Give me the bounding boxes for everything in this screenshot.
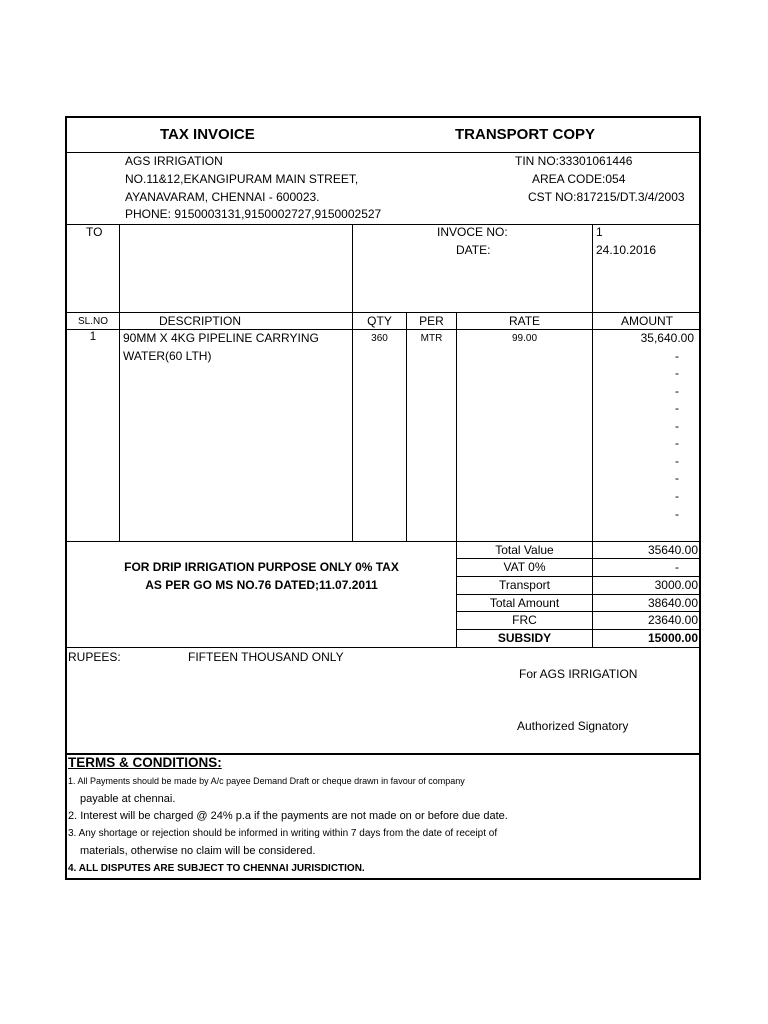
empty-amount-dash: - <box>675 349 679 363</box>
date-value: 24.10.2016 <box>596 243 657 257</box>
rupees-label: RUPEES: <box>68 650 121 664</box>
company-address-line2: AYANAVARAM, CHENNAI - 600023. <box>125 190 320 204</box>
to-label: TO <box>86 225 103 239</box>
invoice-no-value: 1 <box>596 225 603 239</box>
terms-item-4: 4. ALL DISPUTES ARE SUBJECT TO CHENNAI JURISDICTION. <box>68 863 365 874</box>
total-amount-value: 38640.00 <box>647 596 698 610</box>
empty-amount-dash: - <box>675 471 679 485</box>
header-qty: QTY <box>367 314 392 328</box>
empty-amount-dash: - <box>675 401 679 415</box>
company-address-line1: NO.11&12,EKANGIPURAM MAIN STREET, <box>125 172 359 186</box>
empty-amount-dash: - <box>675 454 679 468</box>
row-qty: 360 <box>371 333 388 344</box>
date-label: DATE: <box>456 243 491 257</box>
row-slno: 1 <box>89 331 97 343</box>
frc-label: FRC <box>512 613 537 627</box>
rupees-in-words: FIFTEEN THOUSAND ONLY <box>188 650 344 664</box>
terms-item-3-line1: 3. Any shortage or rejection should be informed in writing within 7 days from the date of receipt of <box>68 828 498 839</box>
terms-item-2: 2. Interest will be charged @ 24% p.a if the payments are not made on or before due date. <box>68 810 508 822</box>
authorized-signatory-label: Authorized Signatory <box>517 719 629 733</box>
transport-amount: 3000.00 <box>654 578 698 592</box>
header-slno: SL.NO <box>77 316 108 327</box>
for-company-label: For AGS IRRIGATION <box>519 667 638 681</box>
vat-label: VAT 0% <box>503 560 546 574</box>
terms-item-3-line2: materials, otherwise no claim will be considered. <box>80 845 316 857</box>
company-phone: PHONE: 9150003131,9150002727,9150002527 <box>125 207 382 221</box>
empty-amount-dash: - <box>675 507 679 521</box>
row-description-line2: WATER(60 LTH) <box>123 349 212 363</box>
empty-amount-dash: - <box>675 366 679 380</box>
transport-label: Transport <box>499 578 550 592</box>
terms-item-1-line2: payable at chennai. <box>80 793 176 805</box>
empty-amount-dash: - <box>675 489 679 503</box>
tax-note-line1: FOR DRIP IRRIGATION PURPOSE ONLY 0% TAX <box>124 560 399 574</box>
terms-item-1-line1: 1. All Payments should be made by A/c payee Demand Draft or cheque drawn in favour of company <box>68 776 465 786</box>
empty-amount-dash: - <box>675 384 679 398</box>
row-rate: 99.00 <box>511 333 538 344</box>
total-value-label: Total Value <box>495 543 554 557</box>
transport-copy-title: TRANSPORT COPY <box>455 126 596 143</box>
tax-note-line2: AS PER GO MS NO.76 DATED;11.07.2011 <box>145 578 378 592</box>
row-amount: 35,640.00 <box>640 331 694 345</box>
row-description-line1: 90MM X 4KG PIPELINE CARRYING <box>123 331 319 345</box>
header-amount: AMOUNT <box>621 314 673 328</box>
invoice-no-label: INVOCE NO: <box>437 225 508 239</box>
vat-amount: - <box>675 560 679 574</box>
terms-title: TERMS & CONDITIONS: <box>68 755 222 770</box>
header-per: PER <box>419 314 444 328</box>
header-description: DESCRIPTION <box>158 314 241 328</box>
area-code: AREA CODE:054 <box>532 172 626 186</box>
empty-amount-dash: - <box>675 436 679 450</box>
cst-number: CST NO:817215/DT.3/4/2003 <box>528 190 685 204</box>
subsidy-amount: 15000.00 <box>647 631 698 645</box>
subsidy-label: SUBSIDY <box>497 631 552 645</box>
total-value-amount: 35640.00 <box>647 543 698 557</box>
company-name: AGS IRRIGATION <box>125 154 223 168</box>
empty-amount-dash: - <box>675 419 679 433</box>
tin-number: TIN NO:33301061446 <box>515 154 633 168</box>
header-rate: RATE <box>508 314 541 328</box>
row-per: MTR <box>420 333 443 344</box>
tax-invoice-title: TAX INVOICE <box>160 126 255 143</box>
total-amount-label: Total Amount <box>489 596 560 610</box>
frc-amount: 23640.00 <box>647 613 698 627</box>
